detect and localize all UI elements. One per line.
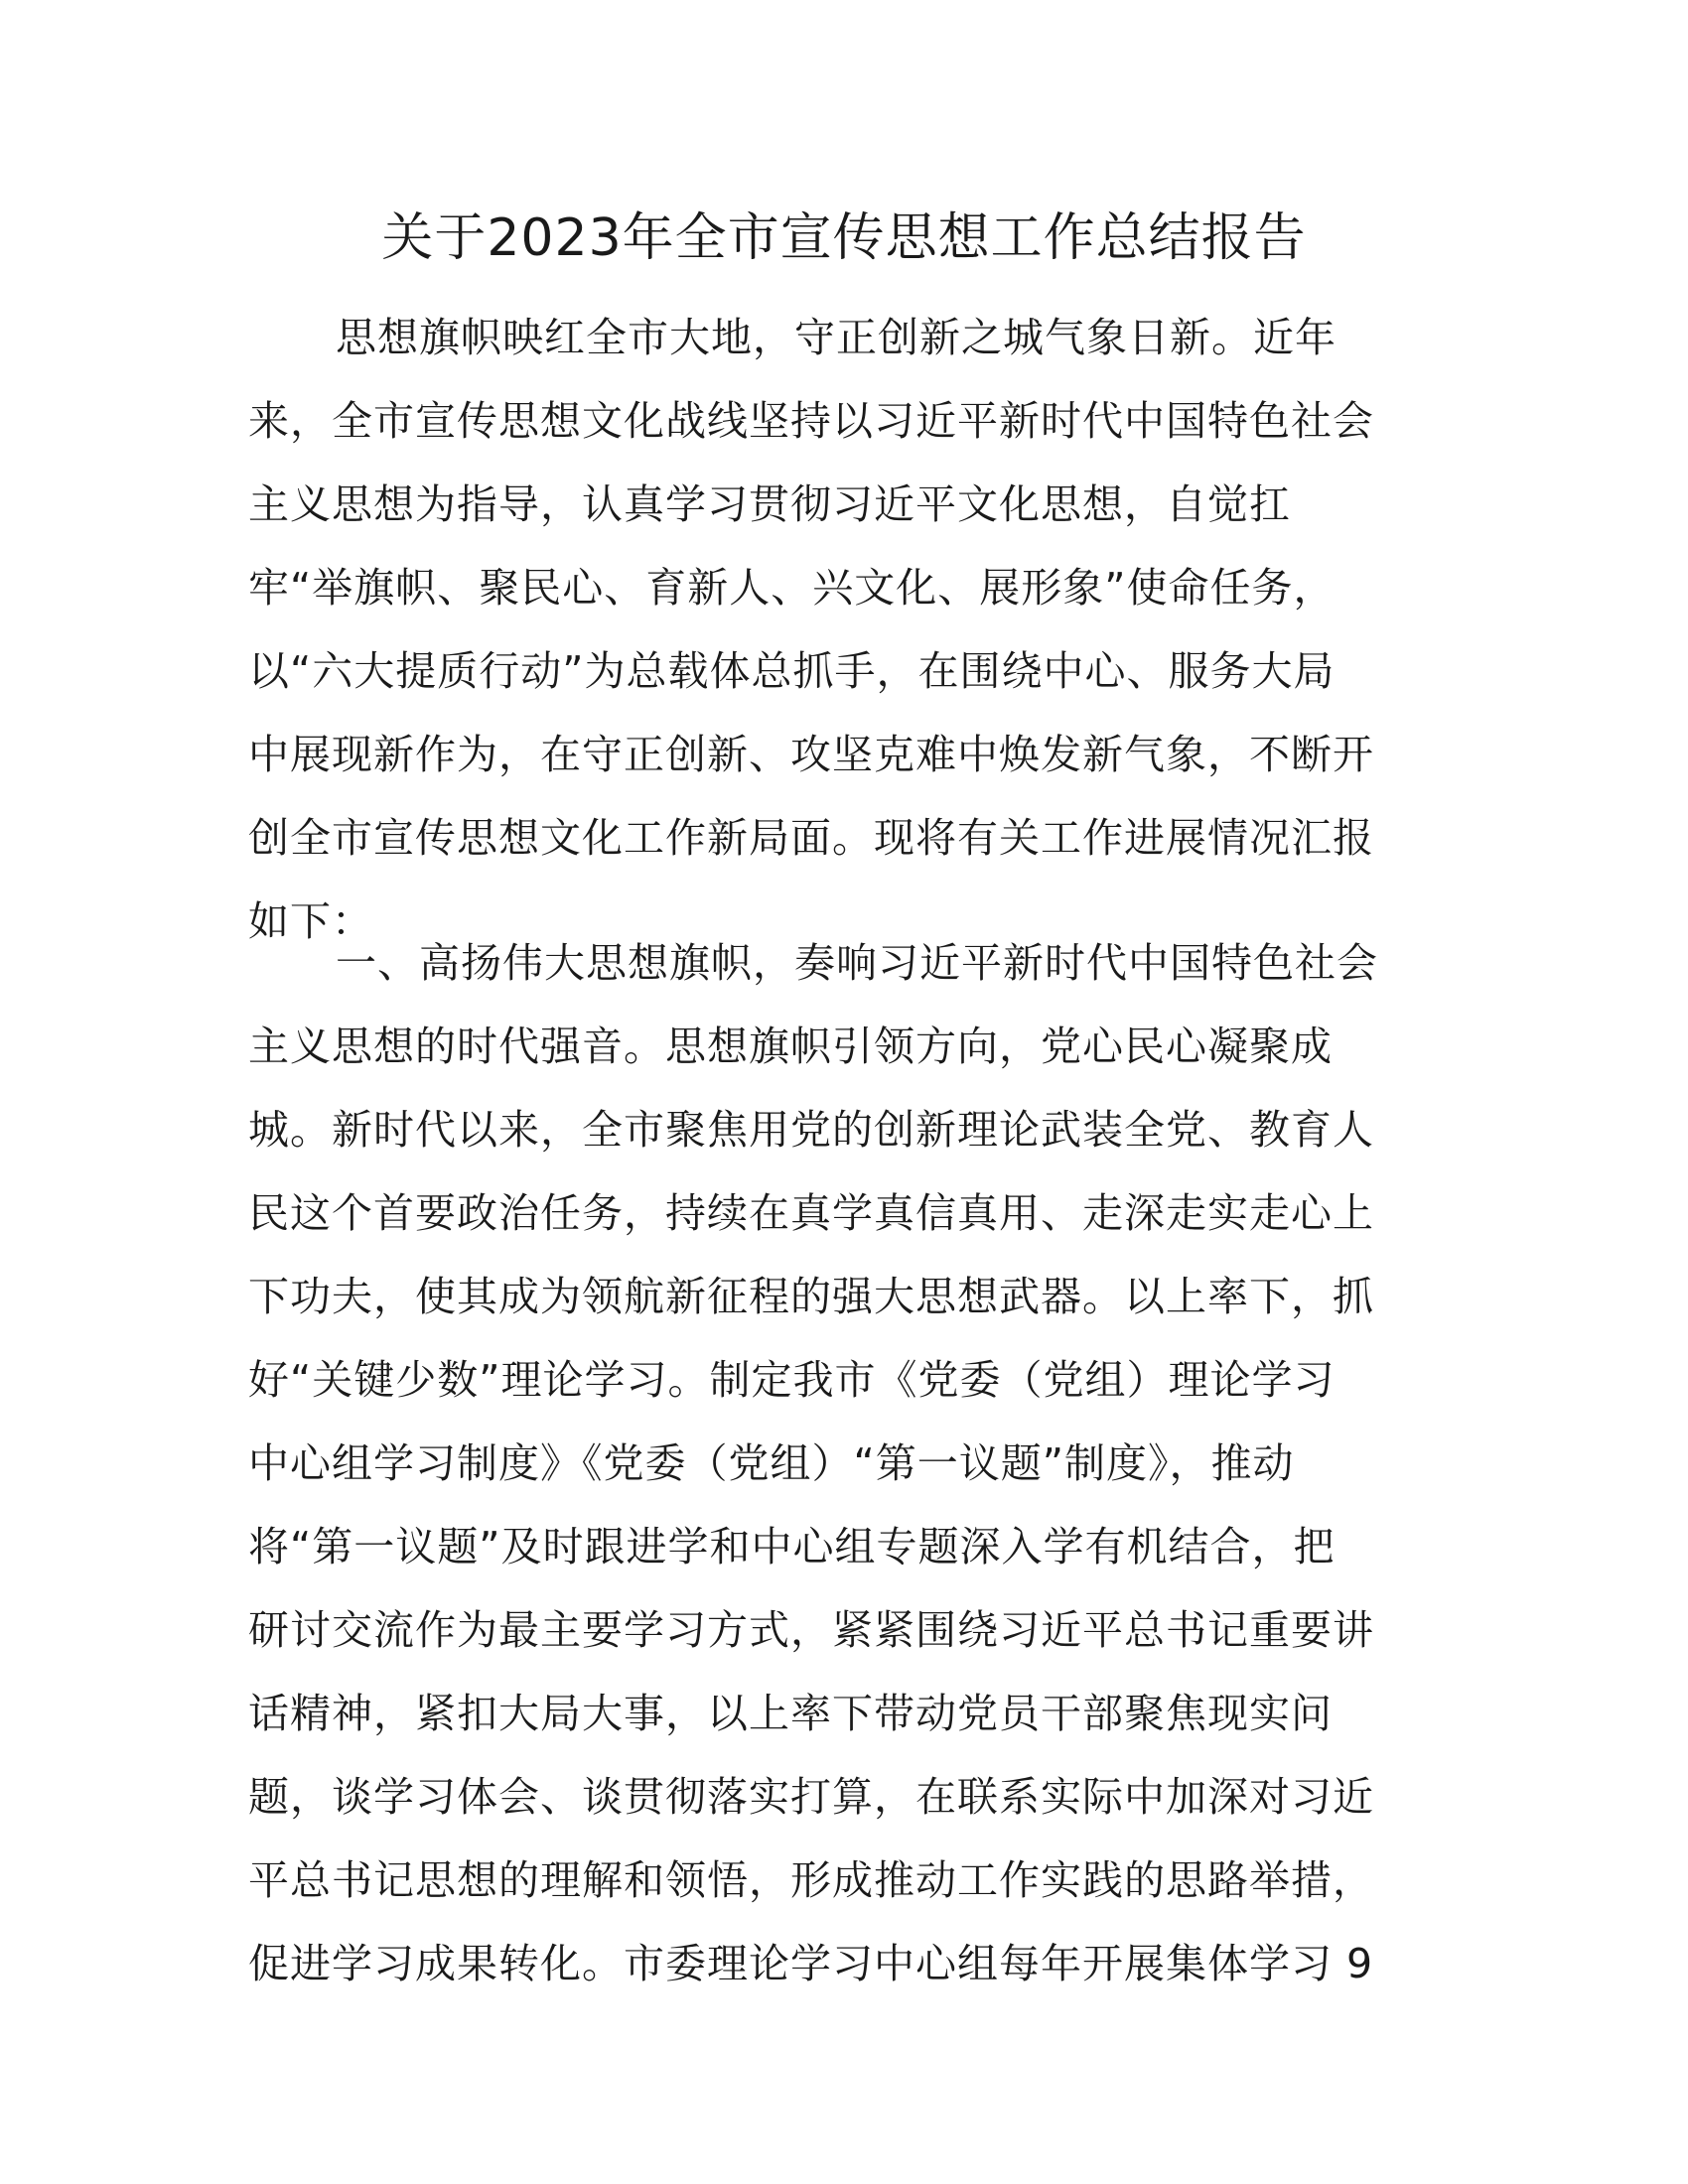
document-title: 关于2023年全市宣传思想工作总结报告 [381,208,1307,268]
text-line: 话精神，紧扣大局大事，以上率下带动党员干部聚焦现实问 [248,1690,1333,1737]
text-line: 创全市宣传思想文化工作新局面。现将有关工作进展情况汇报 [248,814,1374,862]
text-line: 中展现新作为，在守正创新、攻坚克难中焕发新气象，不断开 [248,731,1374,778]
text-line: 研讨交流作为最主要学习方式，紧紧围绕习近平总书记重要讲 [248,1606,1374,1654]
text-line: 城。新时代以来，全市聚焦用党的创新理论武装全党、教育人 [248,1106,1374,1154]
text-line: 主义思想为指导，认真学习贯彻习近平文化思想，自觉扛 [248,480,1291,528]
text-line: 题，谈学习体会、谈贯彻落实打算，在联系实际中加深对习近 [248,1773,1374,1821]
paragraph-intro [248,296,1435,963]
text-line: 促进学习成果转化。市委理论学习中心组每年开展集体学习 9 [248,1940,1374,1987]
text-line: 中心组学习制度》《党委（党组）“第一议题”制度》，推动 [248,1439,1295,1487]
text-line: 思想旗帜映红全市大地，守正创新之城气象日新。近年 [336,314,1336,361]
text-line: 好“关键少数”理论学习。制定我市《党委（党组）理论学习 [248,1356,1336,1404]
text-line: 以“六大提质行动”为总载体总抓手，在围绕中心、服务大局 [248,647,1336,695]
text-line: 主义思想的时代强音。思想旗帜引领方向，党心民心凝聚成 [248,1023,1333,1070]
text-line: 来，全市宣传思想文化战线坚持以习近平新时代中国特色社会 [248,397,1374,445]
text-line: 平总书记思想的理解和领悟，形成推动工作实践的思路举措， [248,1856,1374,1904]
text-line: 将“第一议题”及时跟进学和中心组专题深入学有机结合，把 [248,1523,1336,1570]
text-line: 如下： [248,897,373,945]
text-line: 一、高扬伟大思想旗帜，奏响习近平新时代中国特色社会 [336,939,1378,987]
text-line: 牢“举旗帜、聚民心、育新人、兴文化、展形象”使命任务， [248,564,1336,612]
text-line: 下功夫，使其成为领航新征程的强大思想武器。以上率下，抓 [248,1273,1374,1320]
text-line: 民这个首要政治任务，持续在真学真信真用、走深走实走心上 [248,1189,1374,1237]
paragraph-section-one [248,921,1435,2005]
